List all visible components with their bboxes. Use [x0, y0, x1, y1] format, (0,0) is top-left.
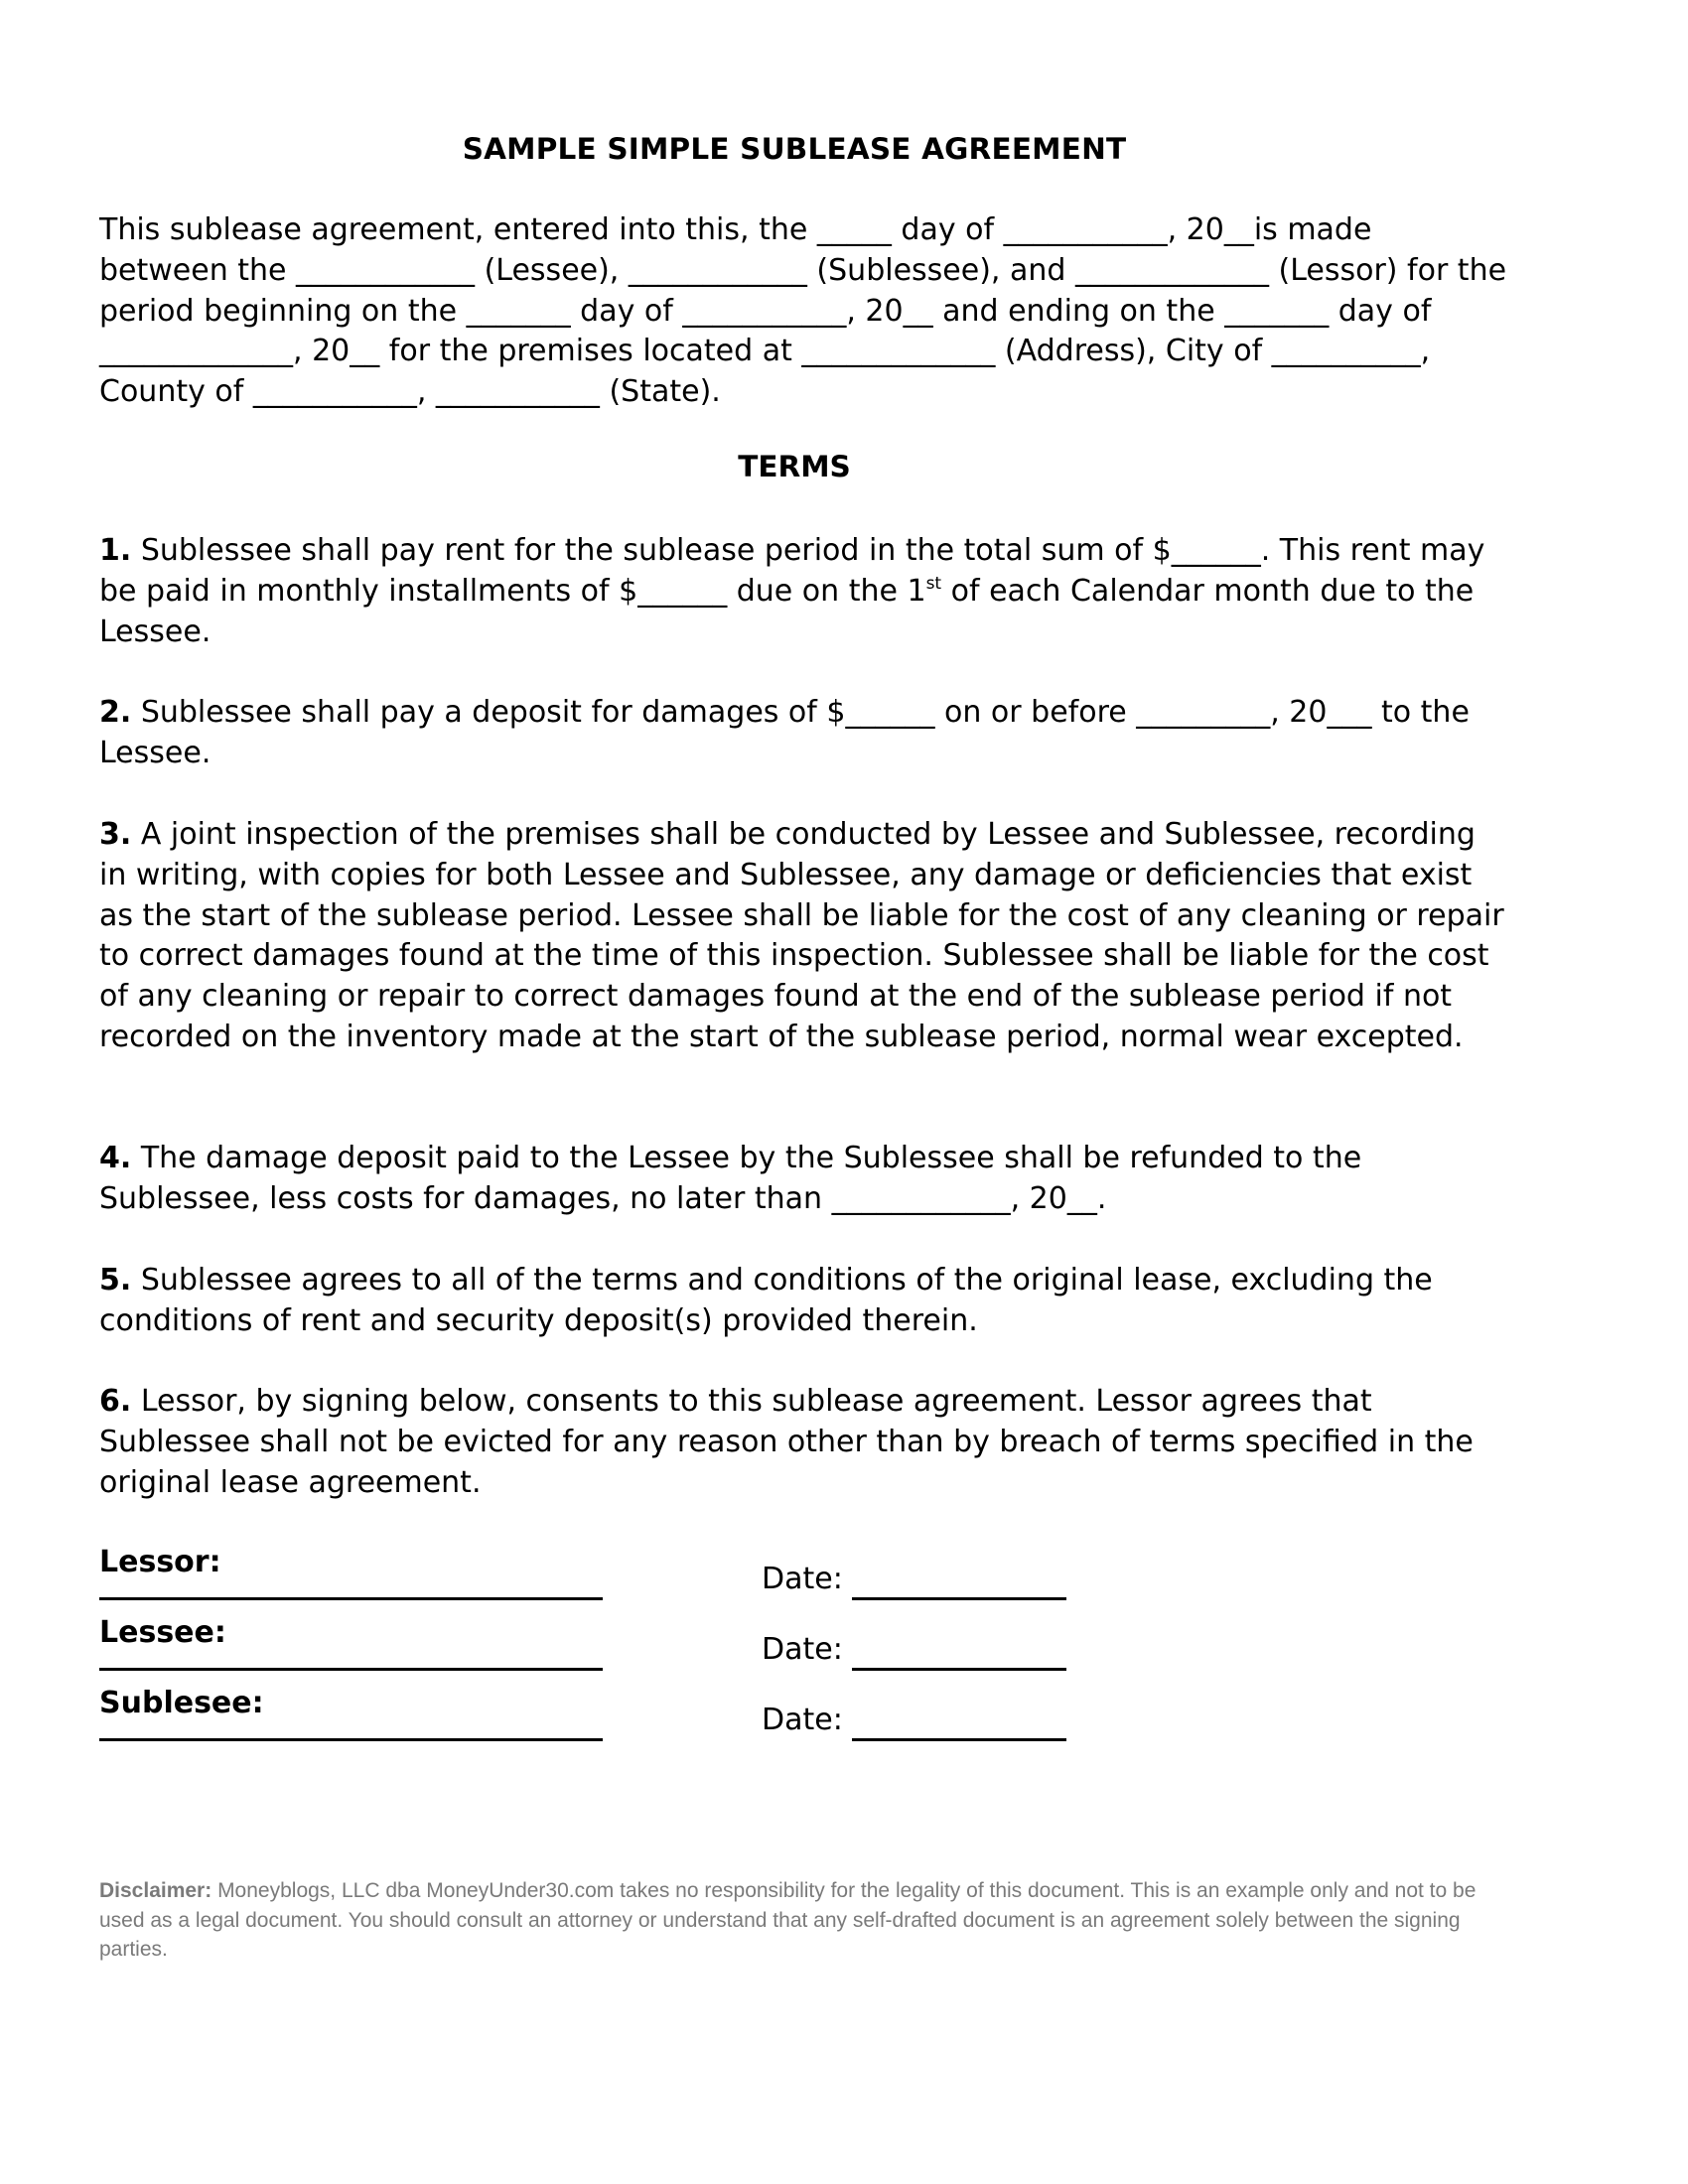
disclaimer	[99, 1876, 1509, 1965]
disclaimer-label: Disclaimer:	[99, 1879, 212, 1902]
intro-text: , County of	[99, 334, 1431, 410]
signature-label: Lessee:	[99, 1615, 226, 1650]
blank-sublessee-name[interactable]: ____________	[628, 252, 807, 288]
blank-county[interactable]: ___________	[252, 374, 417, 410]
blank-refund-date[interactable]: ____________	[831, 1180, 1011, 1216]
signature-label: Lessor:	[99, 1545, 221, 1579]
intro-text: This sublease agreement, entered into this, the	[99, 212, 817, 247]
blank-address[interactable]: _____________	[801, 334, 996, 369]
intro-text: (Lessee),	[475, 252, 629, 288]
term-text: on or before	[934, 695, 1137, 730]
blank-deposit-year[interactable]: ___	[1327, 695, 1372, 730]
term-number: 2.	[99, 695, 132, 730]
blank-start-month[interactable]: ___________	[682, 293, 847, 329]
blank-start-year[interactable]: __	[903, 293, 933, 329]
blank-city[interactable]: __________	[1271, 334, 1421, 369]
blank-lessee-name[interactable]: ____________	[296, 252, 476, 288]
intro-text: ,	[416, 374, 436, 410]
date-label: Date:	[762, 1703, 843, 1737]
blank-monthly-installment[interactable]: ______	[637, 573, 728, 609]
ordinal-suffix: st	[925, 573, 942, 594]
lessor-signature-line[interactable]	[99, 1597, 603, 1600]
terms-heading: TERMS	[738, 450, 851, 483]
intro-text: day of	[1329, 293, 1432, 329]
intro-text: (Sublessee), and	[806, 252, 1075, 288]
term-2	[99, 693, 1509, 774]
lessee-date-line[interactable]	[852, 1668, 1066, 1671]
disclaimer-text: Moneyblogs, LLC dba MoneyUnder30.com takes no responsibility for the legality of this document. This is an example only and not to be used as a legal document. You should consult an attorney or understand that any self-drafted document is an agreement solely between the signing parties.	[99, 1879, 1477, 1961]
intro-text: (State).	[599, 374, 721, 410]
term-text: Lessor, by signing below, consents to this sublease agreement. Lessor agrees that Sublessee shall not be evicted for any reason other than by breach of terms specified in the original lease agreement.	[99, 1384, 1474, 1500]
term-1	[99, 531, 1509, 652]
term-5	[99, 1261, 1509, 1342]
term-number: 3.	[99, 817, 132, 852]
signature-row-sublessee	[99, 1686, 1192, 1755]
term-text: .	[1096, 1180, 1107, 1216]
intro-text: is made between the	[99, 212, 1372, 288]
intro-text: day of	[570, 293, 683, 329]
term-text: to the Lessee.	[99, 695, 1470, 770]
intro-text: (Lessor) for the period beginning on the	[99, 252, 1507, 329]
term-4	[99, 1139, 1509, 1220]
date-label: Date:	[762, 1562, 843, 1596]
sublessee-date-line[interactable]	[852, 1738, 1066, 1741]
blank-lessor-name[interactable]: _____________	[1074, 252, 1269, 288]
blank-agreement-year[interactable]: __	[1223, 212, 1254, 247]
intro-text: , 20	[1167, 212, 1224, 247]
term-text: Sublessee shall pay rent for the sublease period in the total sum of $	[131, 533, 1172, 568]
term-text: . This rent may be paid in monthly installments of $	[99, 533, 1485, 609]
term-6	[99, 1382, 1509, 1503]
blank-end-month[interactable]: _____________	[99, 334, 293, 369]
term-text: due on the 1	[727, 573, 926, 609]
term-text: of each Calendar month due to the Lessee.	[99, 573, 1475, 649]
blank-end-day[interactable]: _______	[1224, 293, 1330, 329]
intro-text: and ending on the	[932, 293, 1225, 329]
term-3	[99, 815, 1509, 1058]
blank-total-rent[interactable]: ______	[1171, 533, 1261, 568]
term-number: 4.	[99, 1141, 132, 1175]
blank-start-day[interactable]: _______	[466, 293, 571, 329]
term-text: Sublessee shall pay a deposit for damages of $	[131, 695, 846, 730]
document-title: SAMPLE SIMPLE SUBLEASE AGREEMENT	[462, 132, 1127, 166]
term-text: , 20	[1010, 1180, 1067, 1216]
term-number: 5.	[99, 1263, 132, 1297]
signature-label: Sublesee:	[99, 1686, 264, 1720]
signature-row-lessee	[99, 1615, 1192, 1685]
term-number: 6.	[99, 1384, 132, 1419]
term-text: The damage deposit paid to the Lessee by the Sublessee shall be refunded to the Sublessee, less costs for damages, no later than	[99, 1141, 1362, 1216]
term-text: , 20	[1270, 695, 1328, 730]
intro-text: (Address), City of	[995, 334, 1272, 369]
blank-refund-year[interactable]: __	[1066, 1180, 1097, 1216]
intro-text: day of	[891, 212, 1004, 247]
term-number: 1.	[99, 533, 132, 568]
blank-end-year[interactable]: __	[350, 334, 380, 369]
intro-text: , 20	[293, 334, 351, 369]
lessor-date-line[interactable]	[852, 1597, 1066, 1600]
signature-row-lessor	[99, 1545, 1192, 1614]
blank-deposit-date[interactable]: _________	[1136, 695, 1271, 730]
blank-state[interactable]: ___________	[435, 374, 600, 410]
blank-agreement-day[interactable]: _____	[816, 212, 892, 247]
term-text: A joint inspection of the premises shall be conducted by Lessee and Sublessee, recording in writing, with copies for both Lessee and Sublessee, any damage or deficiencies that exist as the start of the sublease period. Lessee shall be liable for the cost of any cleaning or repair to correct damages found at the time of this inspection. Sublessee shall be liable for the cost of any cleaning or repair to correct damages found at the end of the sublease period if not recorded on the inventory made at the start of the sublease period, normal wear excepted.	[99, 817, 1504, 1054]
intro-text: for the premises located at	[379, 334, 802, 369]
sublessee-signature-line[interactable]	[99, 1738, 603, 1741]
term-text: Sublessee agrees to all of the terms and conditions of the original lease, excluding the conditions of rent and security deposit(s) provided therein.	[99, 1263, 1433, 1338]
blank-agreement-month[interactable]: ___________	[1003, 212, 1168, 247]
lessee-signature-line[interactable]	[99, 1668, 603, 1671]
blank-deposit-amount[interactable]: ______	[845, 695, 935, 730]
intro-text: , 20	[846, 293, 904, 329]
date-label: Date:	[762, 1632, 843, 1667]
intro-paragraph	[99, 210, 1509, 413]
